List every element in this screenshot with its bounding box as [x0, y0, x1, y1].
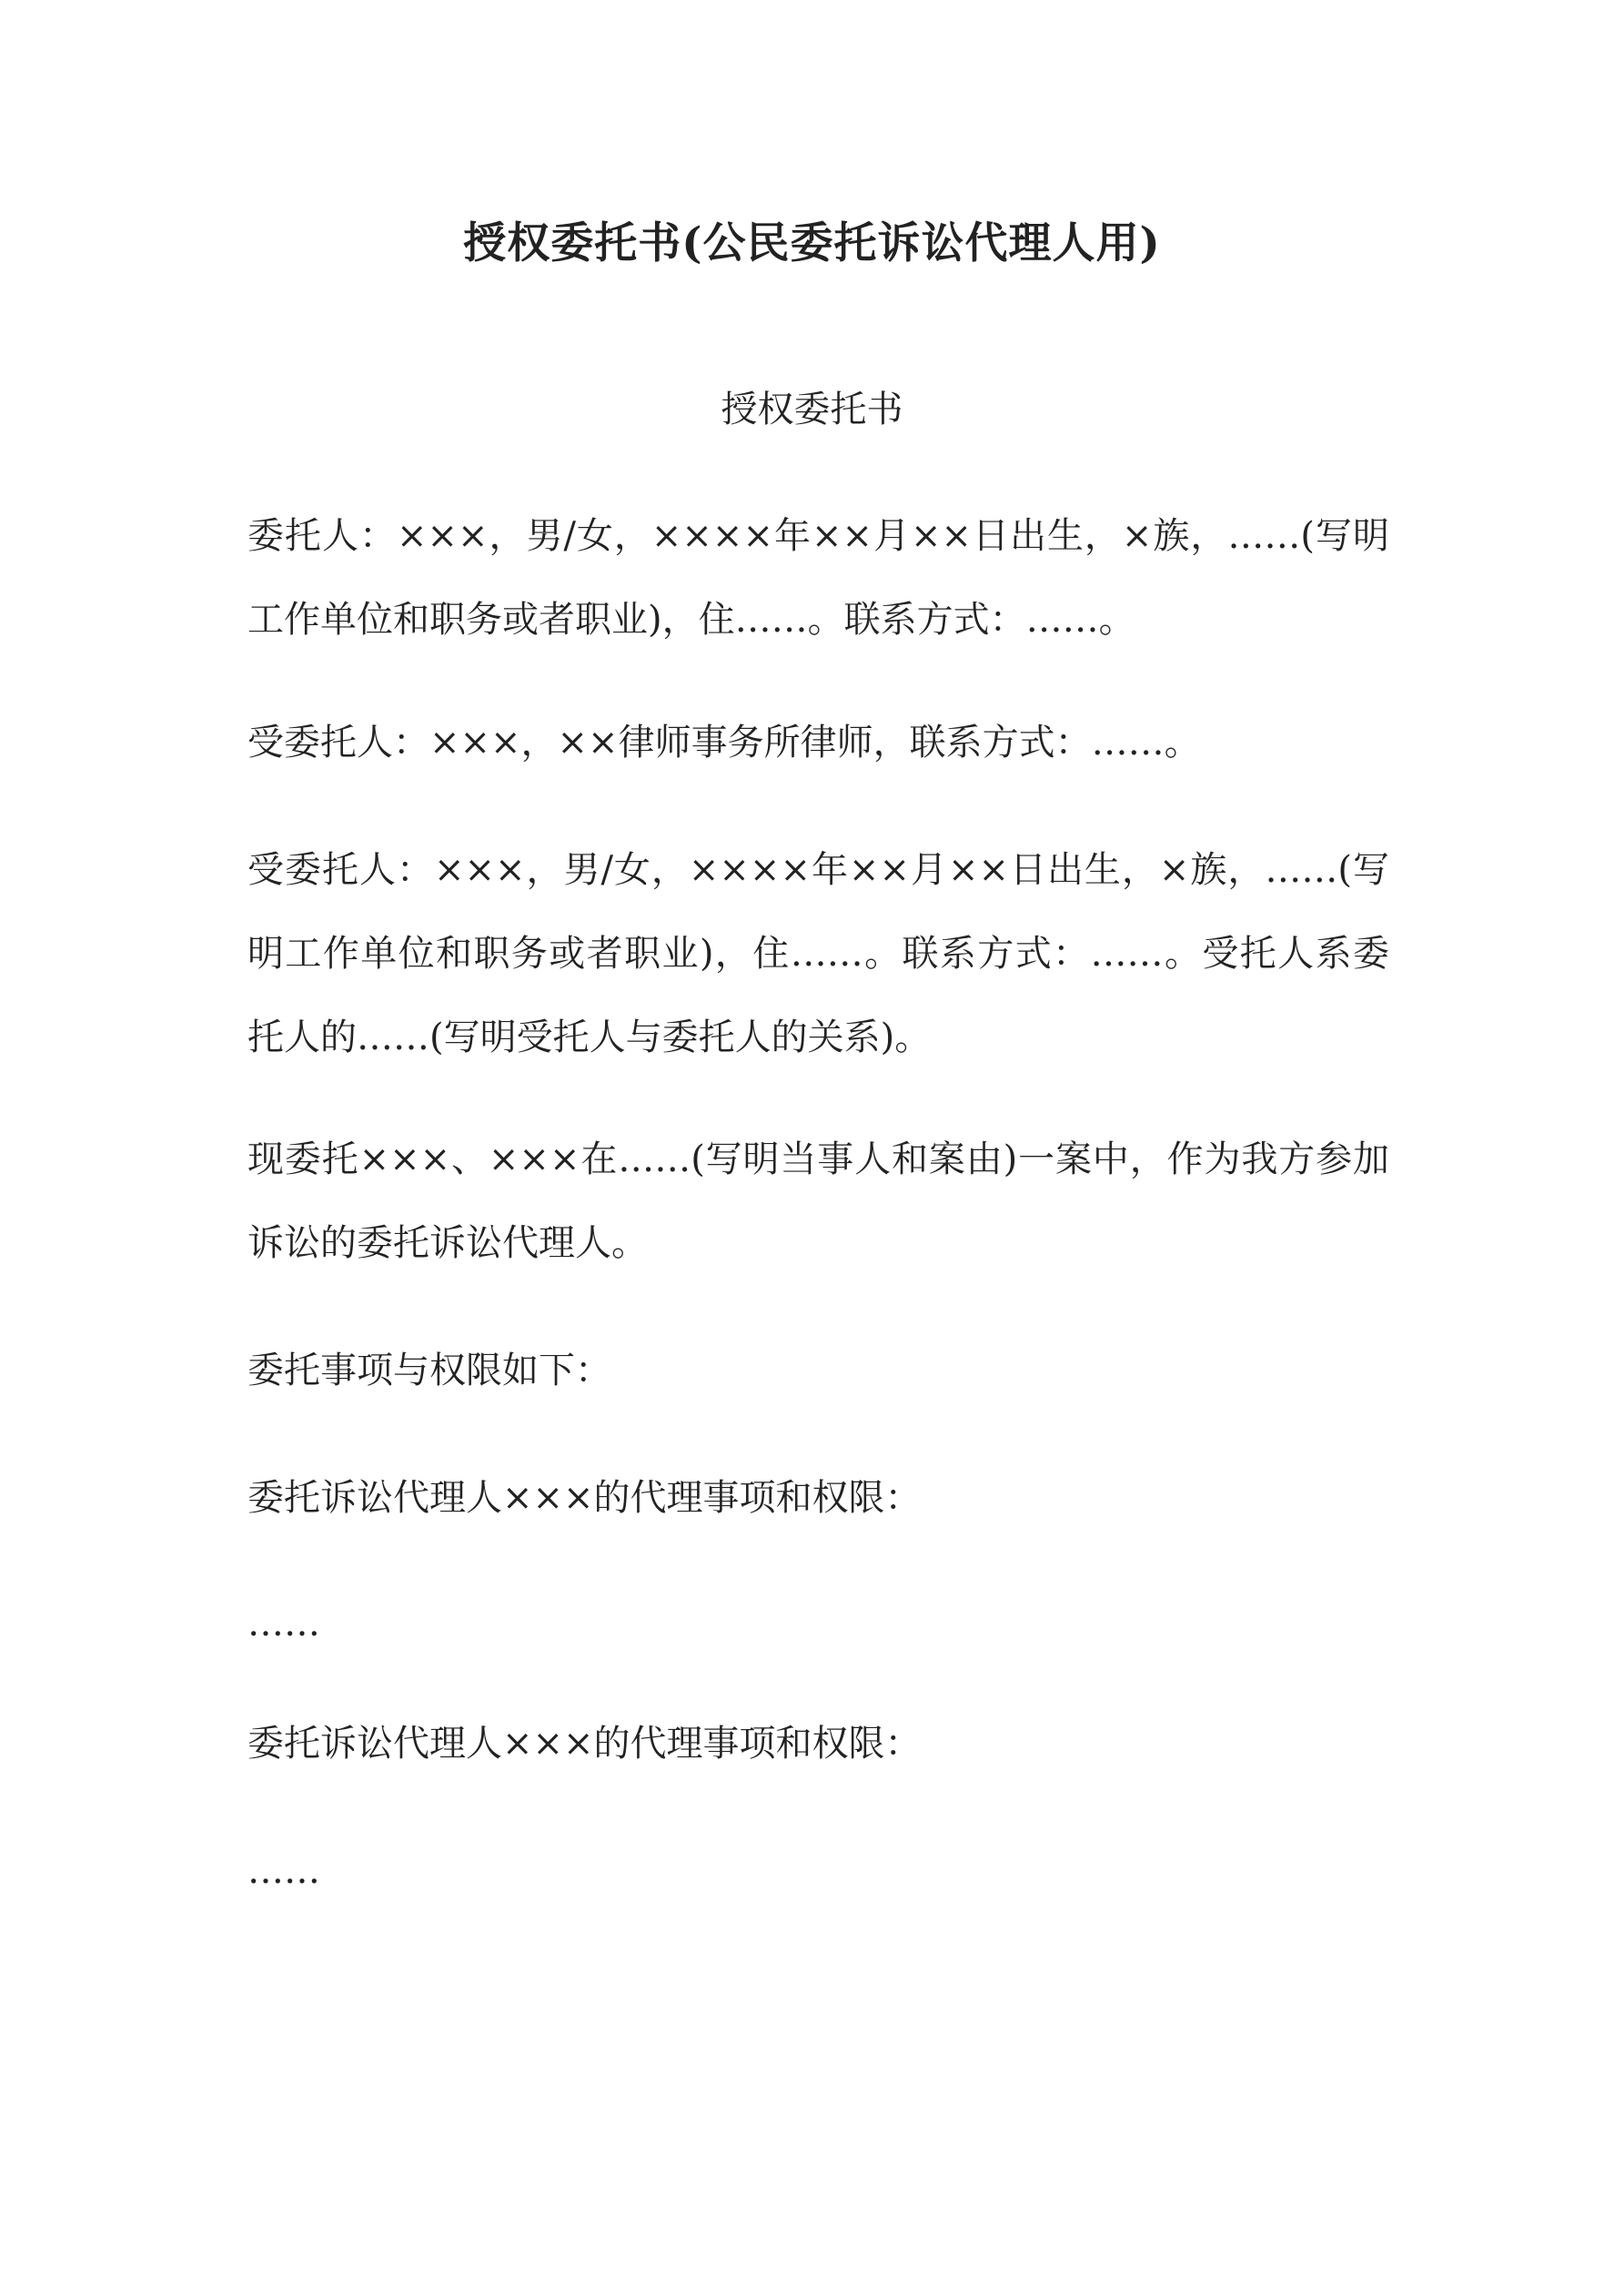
document-title: 授权委托书(公民委托诉讼代理人用)	[463, 218, 1161, 268]
paragraph-scope-heading: 委托事项与权限如下：	[247, 1350, 611, 1391]
paragraph-agent-citizen: 受委托人：×××，男/女，××××年××月××日出生，×族，……(写明工作单位和职务或者职业)，住……。联系方式：……。受托人系委托人的……(写明受托人与委托人的关系)。	[247, 849, 1389, 1058]
paragraph-agent-1-scope: 委托诉讼代理人×××的代理事项和权限：	[247, 1477, 922, 1519]
paragraph-agent-2-scope: 委托诉讼代理人×××的代理事项和权限：	[247, 1723, 922, 1765]
document-subtitle: 授权委托书	[721, 389, 903, 430]
paragraph-agent-2-ellipsis: ……	[247, 1850, 320, 1892]
paragraph-principal: 委托人：×××，男/女，××××年××月××日出生，×族，……(写明工作单位和职务或者职业)，住……。联系方式：……。	[247, 515, 1389, 641]
paragraph-agent-1-ellipsis: ……	[247, 1603, 320, 1644]
paragraph-agent-lawyer: 受委托人：×××，××律师事务所律师，联系方式：……。	[247, 722, 1201, 764]
paragraph-entrustment: 现委托×××、×××在……(写明当事人和案由)一案中，作为我方参加诉讼的委托诉讼代理人。	[247, 1138, 1389, 1264]
